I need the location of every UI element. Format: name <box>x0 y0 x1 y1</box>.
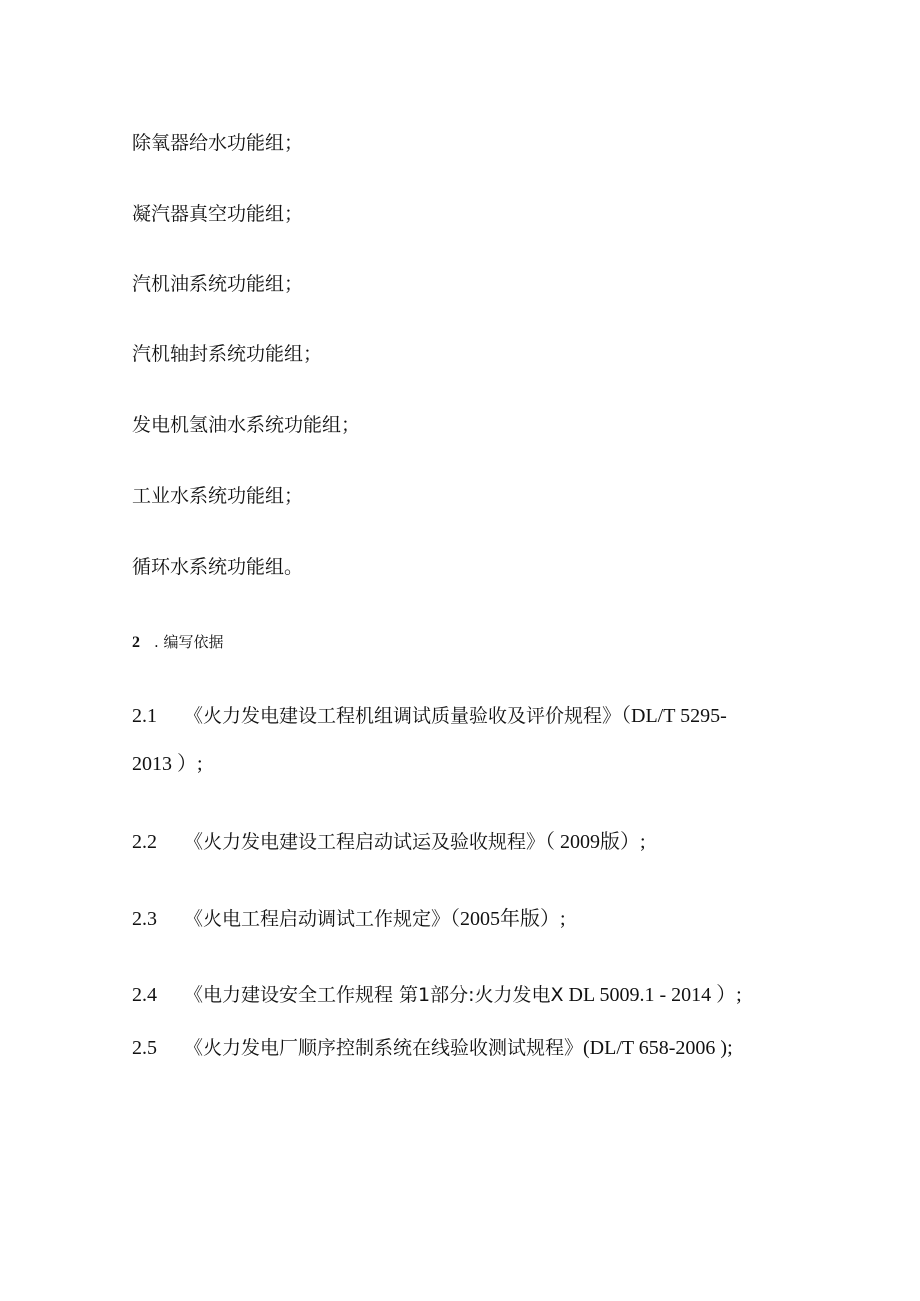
reference-number: 2.3 <box>132 908 157 930</box>
reference-number: 2.2 <box>132 831 157 853</box>
reference-item <box>132 983 742 1007</box>
reference-title: 《火力发电厂顺序控制系统在线验收测试规程》 <box>184 1037 584 1059</box>
reference-item <box>132 830 646 854</box>
reference-tail: (DL/T 658-2006 ); <box>583 1037 733 1059</box>
reference-tail: （2005年版）; <box>450 908 566 930</box>
section-number: 2 <box>132 634 140 651</box>
function-group-item: 循环水系统功能组。 <box>132 556 304 578</box>
section-title: . 编写依据 <box>154 633 224 651</box>
reference-title: 《火力发电建设工程启动试运及验收规程》 <box>184 831 546 853</box>
reference-item <box>132 1036 733 1060</box>
reference-item <box>132 907 566 931</box>
function-group-item: 工业水系统功能组； <box>132 485 304 507</box>
reference-title: 《火力发电建设工程机组调试质量验收及评价规程》 <box>184 705 622 727</box>
reference-number: 2.5 <box>132 1037 157 1059</box>
function-group-item: 汽机油系统功能组； <box>132 273 304 295</box>
reference-title: 《火电工程启动调试工作规定》 <box>184 908 451 930</box>
reference-number: 2.4 <box>132 984 157 1006</box>
reference-continuation: 2013 ）; <box>132 753 203 775</box>
reference-title: 《电力建设安全工作规程 第1部分:火力发电X <box>184 984 564 1006</box>
reference-number: 2.1 <box>132 705 157 727</box>
reference-tail: （DL/T 5295- <box>621 705 727 727</box>
function-group-item: 汽机轴封系统功能组； <box>132 343 323 365</box>
reference-tail: （ 2009版）; <box>545 831 646 853</box>
function-group-item: 除氧器给水功能组； <box>132 132 304 154</box>
function-group-item: 凝汽器真空功能组； <box>132 203 304 225</box>
function-group-item: 发电机氢油水系统功能组； <box>132 414 361 436</box>
reference-item <box>132 704 727 728</box>
reference-tail: DL 5009.1 - 2014 ）; <box>563 984 742 1006</box>
section-heading <box>132 632 224 653</box>
